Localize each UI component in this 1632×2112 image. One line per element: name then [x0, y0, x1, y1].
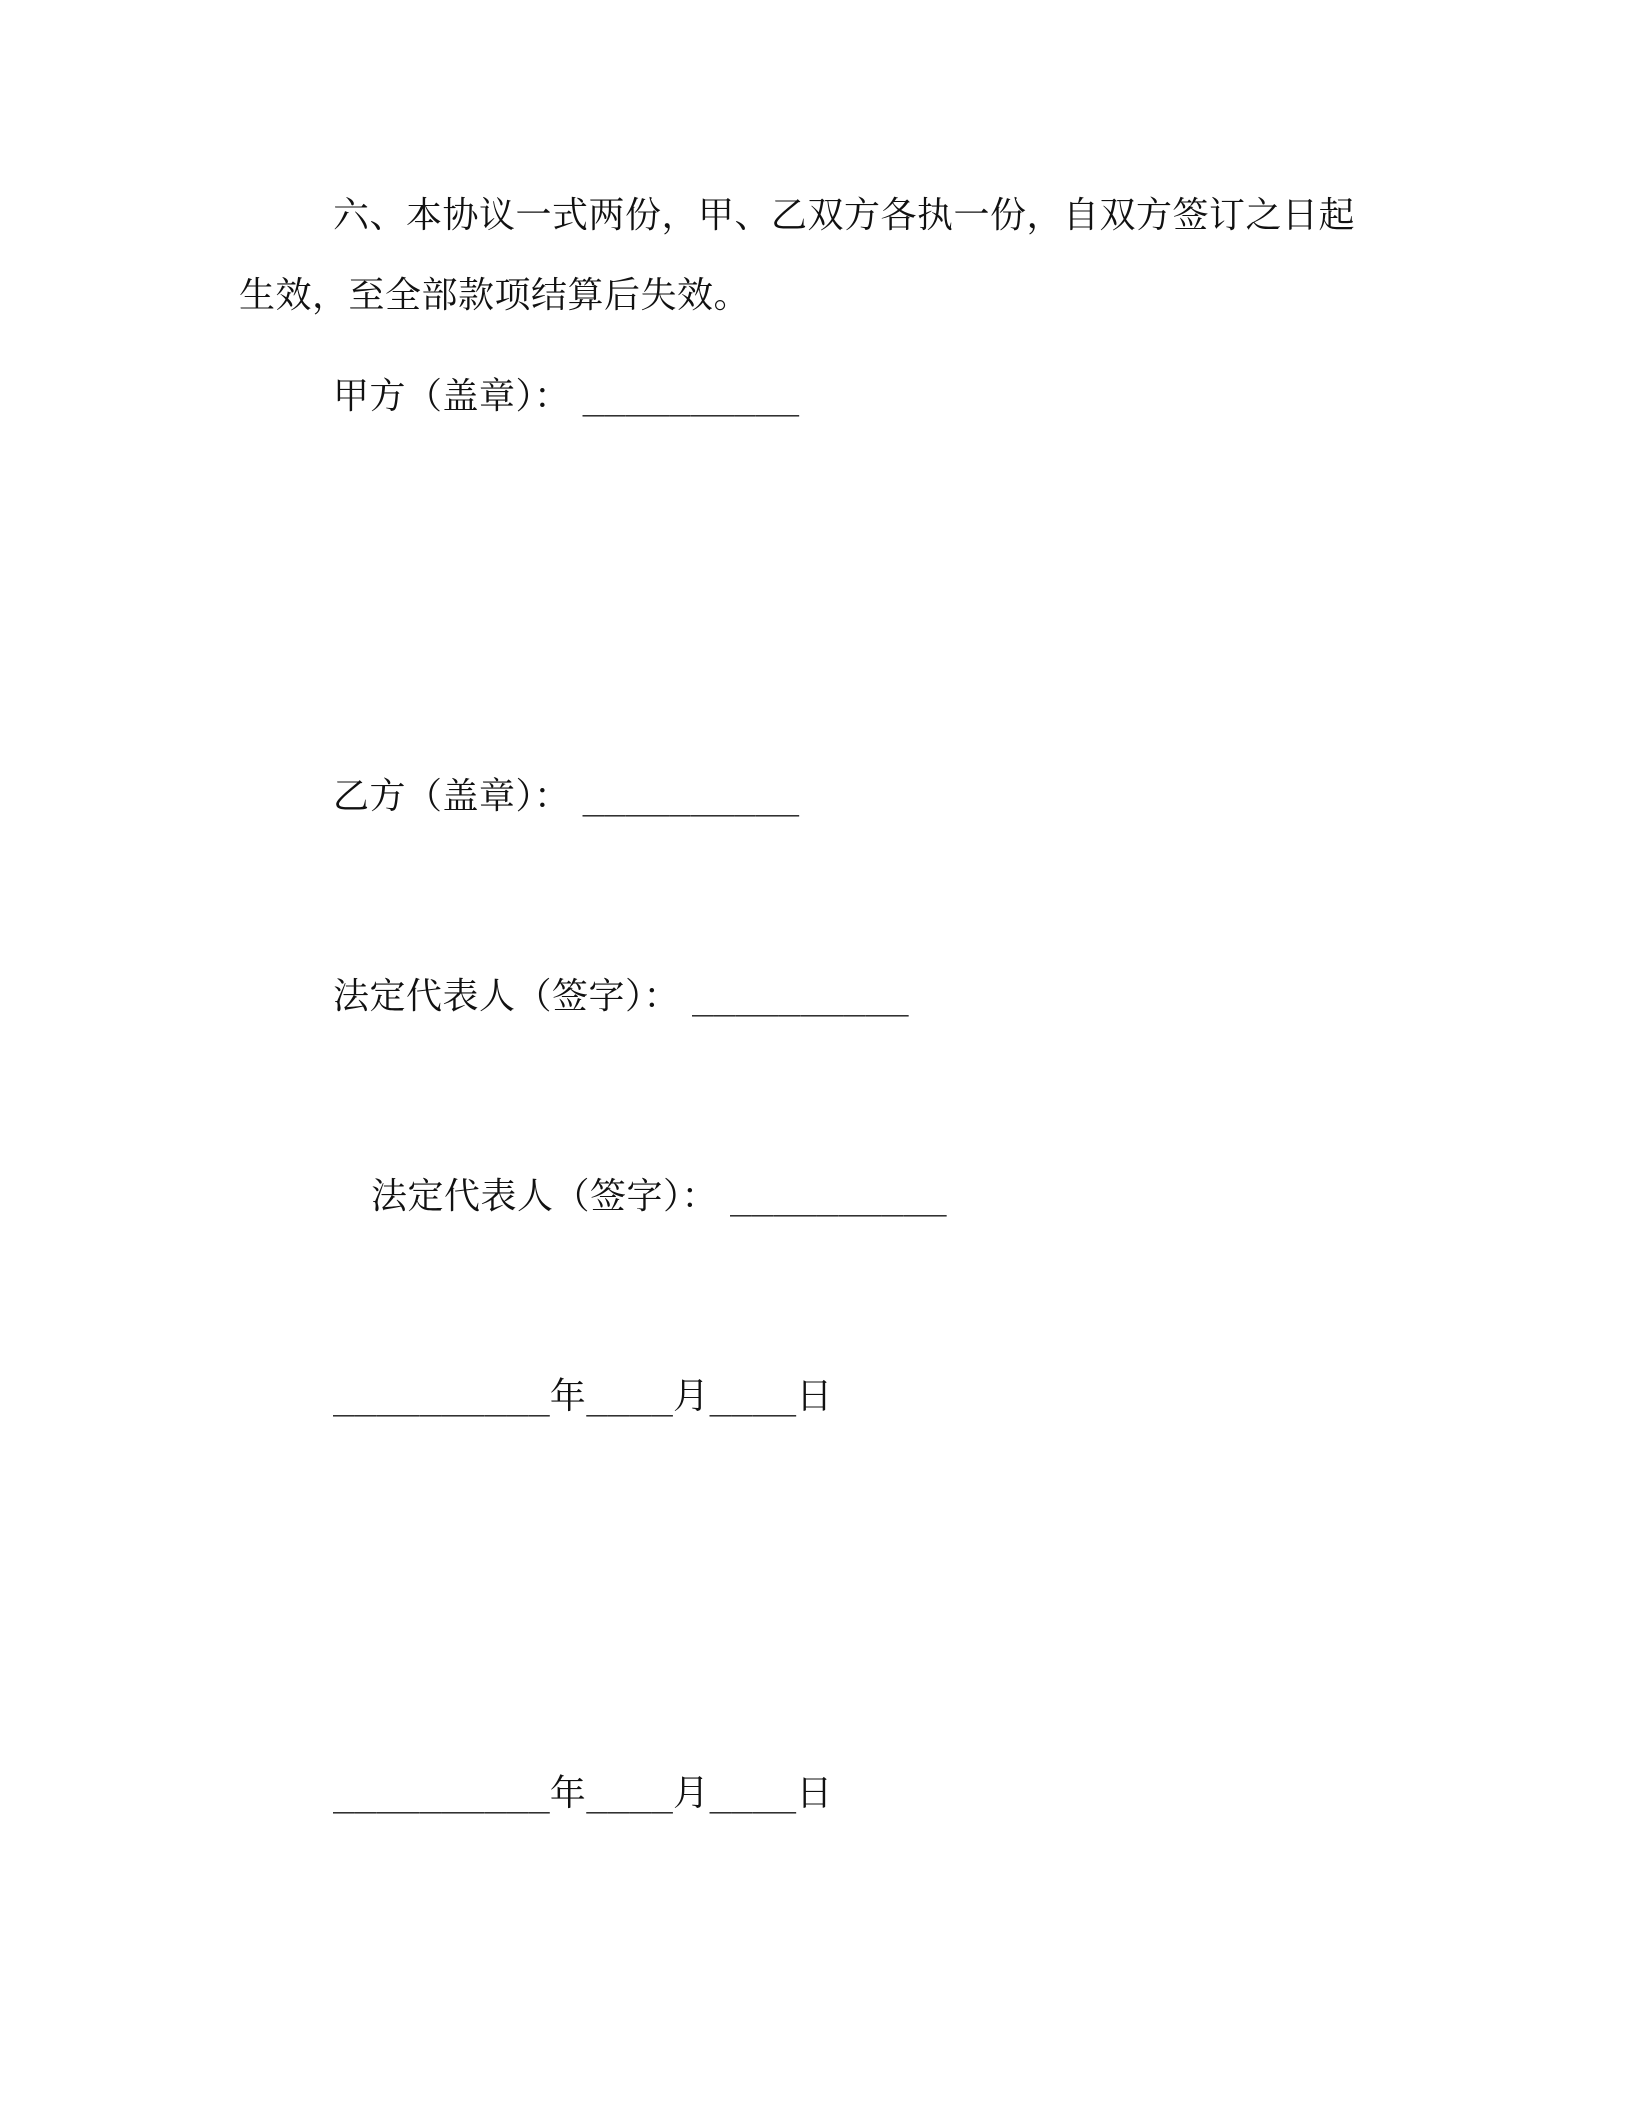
party-a-seal-line [333, 375, 799, 419]
clause-six-line-1: 六、本协议一式两份，甲、乙双方各执一份，自双方签订之日起 [333, 195, 1356, 236]
date-b-month-label: 月 [672, 1773, 710, 1814]
date-a-year-blank: __________ [333, 1376, 550, 1417]
date-b-month-blank: ____ [586, 1773, 673, 1814]
representative-b-label: 法定代表人（签字）： [371, 1176, 719, 1217]
representative-a-signature-line [333, 975, 909, 1019]
representative-b-signature-line [371, 1175, 947, 1219]
date-b-year-label: 年 [549, 1773, 587, 1814]
date-line-b [333, 1772, 833, 1816]
representative-a-blank: __________ [691, 976, 909, 1017]
date-b-day-label: 日 [796, 1773, 833, 1814]
date-b-day-blank: ____ [709, 1773, 797, 1814]
date-a-month-label: 月 [672, 1376, 710, 1417]
date-a-day-label: 日 [796, 1376, 833, 1417]
date-b-year-blank: __________ [333, 1773, 550, 1814]
clause-six-line-2: 生效，至全部款项结算后失效。 [239, 275, 751, 316]
date-a-day-blank: ____ [709, 1376, 797, 1417]
date-a-month-blank: ____ [586, 1376, 673, 1417]
date-line-a [333, 1375, 833, 1419]
representative-a-label: 法定代表人（签字）： [333, 976, 681, 1017]
date-a-year-label: 年 [549, 1376, 587, 1417]
party-b-label: 乙方（盖章）： [333, 776, 571, 817]
party-b-blank: __________ [582, 776, 800, 817]
party-b-seal-line [333, 775, 799, 819]
party-a-label: 甲方（盖章）： [333, 376, 571, 417]
representative-b-blank: __________ [729, 1176, 947, 1217]
party-a-blank: __________ [582, 376, 800, 417]
